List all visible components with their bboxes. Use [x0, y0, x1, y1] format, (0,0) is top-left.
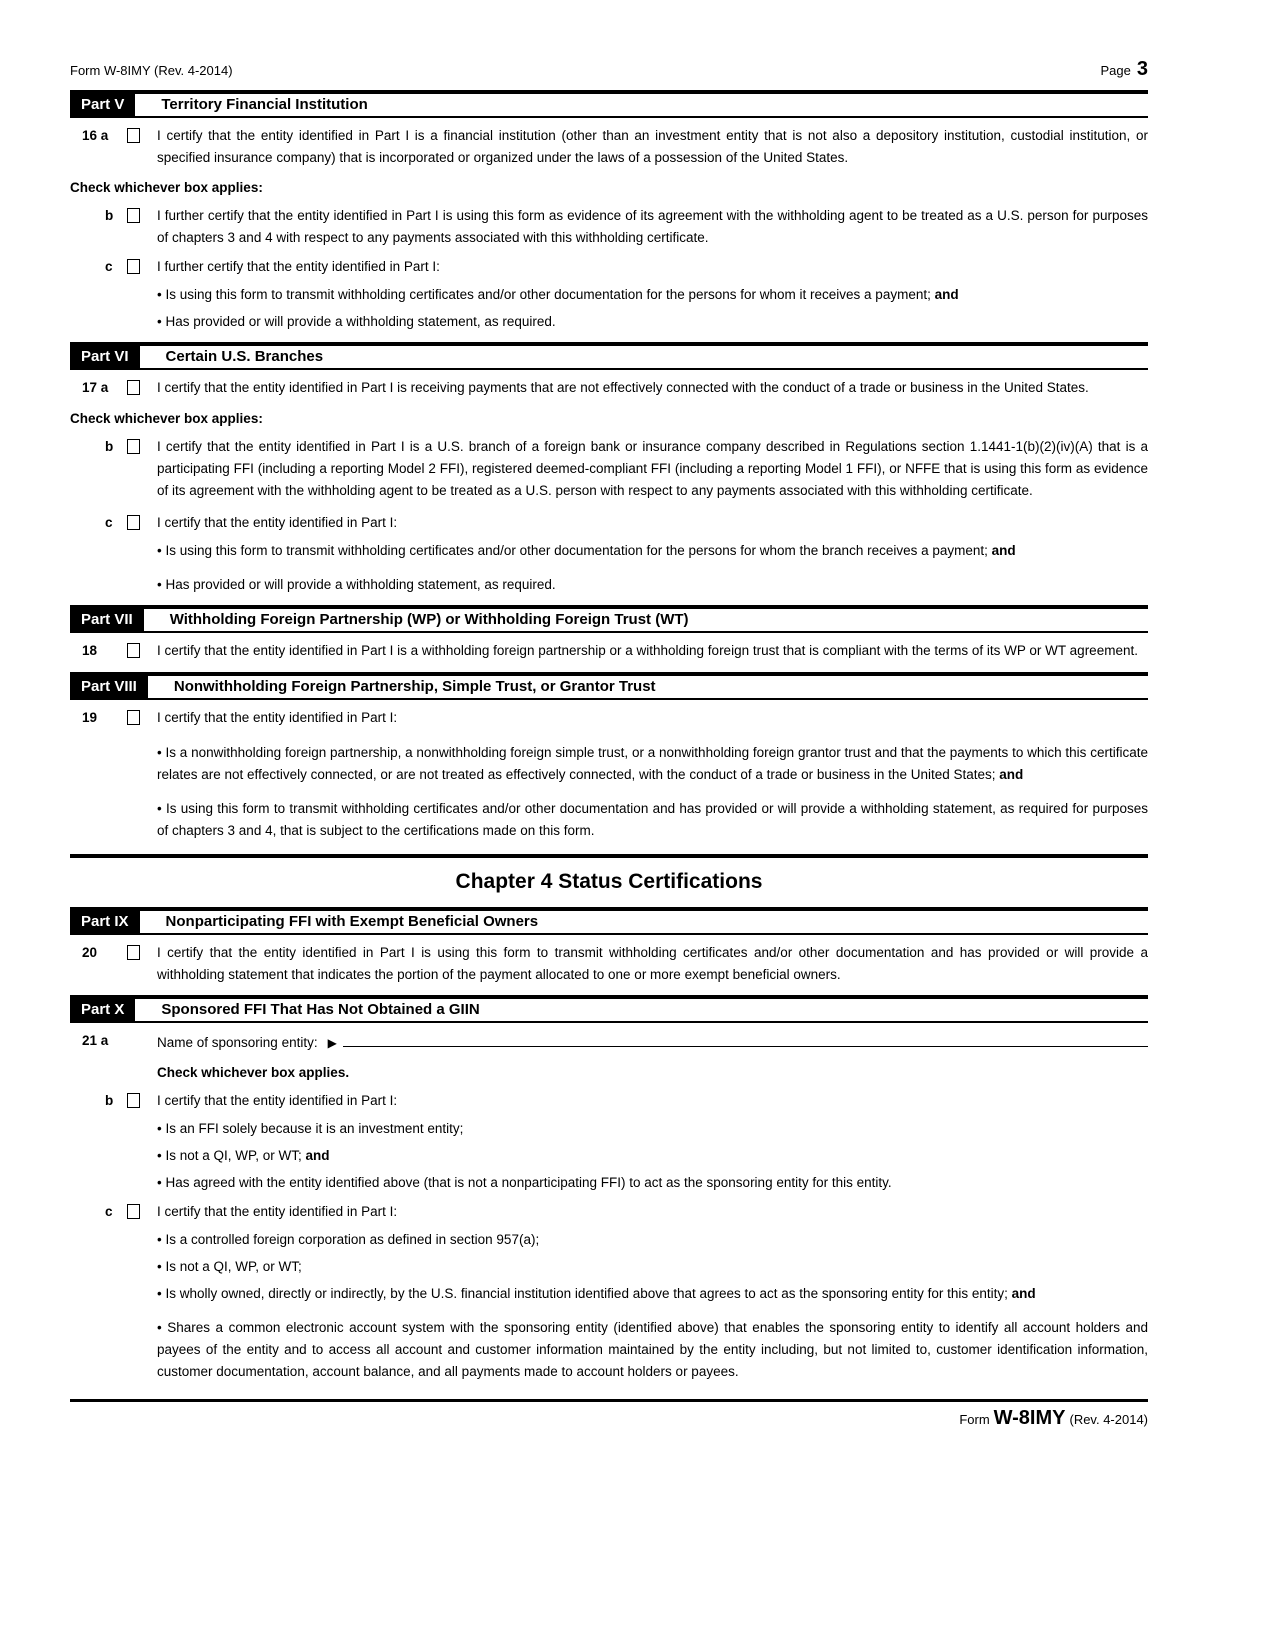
- item-17c: [70, 512, 1148, 535]
- item-19-text: I certify that the entity identified in Part I:: [157, 710, 398, 725]
- item-21b-bullet-3: • Has agreed with the entity identified above (that is not a nonparticipating FFI) to act as the sponsoring entity for this entity.: [157, 1175, 892, 1190]
- checkbox-16b[interactable]: [127, 208, 140, 223]
- item-16c-bullet-2: • Has provided or will provide a withholding statement, as required.: [157, 314, 556, 329]
- checkbox-17a[interactable]: [127, 380, 140, 395]
- item-16a-text: I certify that the entity identified in Part I is a financial institution (other than an investment entity that is not also a depository institution, custodial institution, or specified insurance company) that is incorporated or organized under the laws of a possession of the United States.: [157, 128, 1148, 165]
- chapter-divider-rule: [70, 854, 1148, 858]
- bullet-bold: and: [1011, 1286, 1036, 1301]
- item-21b: [70, 1090, 1148, 1113]
- item-21b-letter: b: [105, 1093, 114, 1108]
- item-21a: [70, 1030, 1148, 1054]
- part5-title: Territory Financial Institution: [161, 96, 368, 113]
- checkbox-21b[interactable]: [127, 1093, 140, 1108]
- page-indicator: [1101, 58, 1149, 81]
- item-21c-bullet-4: • Shares a common electronic account system with the sponsoring entity (identified above) that enables the sponsoring entity to identify all account holders and payees of the entity and to access all account and customer information maintained by the entity including, but not limited to, customer identification information, customer documentation, account balance, and all payments made to account holders or payees.: [157, 1320, 1148, 1379]
- item-17b-letter: b: [105, 439, 114, 454]
- bullet-text: • Is wholly owned, directly or indirectly, by the U.S. financial institution identified above that agrees to act as the sponsoring entity for this entity;: [157, 1286, 1012, 1301]
- item-17b: [70, 436, 1148, 502]
- item-21c-bullet-2: • Is not a QI, WP, or WT;: [157, 1259, 302, 1274]
- item-17a: [70, 377, 1148, 400]
- item-16c-text: I further certify that the entity identified in Part I:: [157, 259, 440, 274]
- checkbox-16a[interactable]: [127, 128, 140, 143]
- part7-title: Withholding Foreign Partnership (WP) or Withholding Foreign Trust (WT): [169, 611, 689, 628]
- part6-label: Part VI: [70, 346, 140, 368]
- checkbox-19[interactable]: [127, 710, 140, 725]
- part10-label: Part X: [70, 999, 135, 1021]
- part8-title: Nonwithholding Foreign Partnership, Simple Trust, or Grantor Trust: [173, 678, 656, 695]
- checkbox-17b[interactable]: [127, 439, 140, 454]
- part10-header: [70, 995, 1148, 1023]
- bullet-text: • Is a nonwithholding foreign partnership, a nonwithholding foreign simple trust, or a nonwithholding foreign grantor trust and that the payments to which this certificate relates are not effectively connected, or are not treated as effectively connected, with the conduct of a trade or business in the United States;: [157, 745, 1148, 782]
- footer-revision: (Rev. 4-2014): [1069, 1412, 1148, 1427]
- item-21a-label: Name of sponsoring entity:: [157, 1035, 318, 1050]
- part9-label: Part IX: [70, 911, 140, 933]
- part6-header: [70, 342, 1148, 370]
- item-19-number: 19: [82, 710, 98, 725]
- item-17c-bullet-2: • Has provided or will provide a withholding statement, as required.: [157, 577, 556, 592]
- page-word: Page: [1100, 63, 1131, 78]
- page-number: 3: [1136, 58, 1148, 80]
- item-21c-text: I certify that the entity identified in Part I:: [157, 1204, 398, 1219]
- part8-header: [70, 672, 1148, 700]
- item-19-bullet-2: • Is using this form to transmit withholding certificates and/or other documentation and has provided or will provide a withholding statement, as required for purposes of chapters 3 and 4, that is subject to the certifications made on this form.: [157, 801, 1148, 838]
- item-17c-text: I certify that the entity identified in Part I:: [157, 515, 398, 530]
- checkbox-20[interactable]: [127, 945, 140, 960]
- footer-form-word: Form: [959, 1412, 990, 1427]
- item-20-text: I certify that the entity identified in Part I is using this form to transmit withholding certificates and/or other documentation and has provided or will provide a withholding statement that indicates the portion of the payment allocated to one or more exempt beneficial owners.: [157, 945, 1148, 982]
- part8-label: Part VIII: [70, 676, 148, 698]
- chapter-heading: Chapter 4 Status Certifications: [455, 870, 763, 893]
- part9-header: [70, 907, 1148, 935]
- bullet-bold: and: [305, 1148, 330, 1163]
- sponsoring-entity-input[interactable]: [343, 1030, 1148, 1047]
- item-19: [70, 707, 1148, 730]
- item-20: [70, 942, 1148, 986]
- item-21b-text: I certify that the entity identified in Part I:: [157, 1093, 398, 1108]
- item-21b-bullet-1: • Is an FFI solely because it is an investment entity;: [157, 1121, 464, 1136]
- item-18-number: 18: [82, 643, 98, 658]
- part5-label: Part V: [70, 94, 135, 116]
- item-17c-letter: c: [105, 515, 113, 530]
- item-17a-text: I certify that the entity identified in Part I is receiving payments that are not effectively connected with the conduct of a trade or business in the United States.: [157, 380, 1089, 395]
- item-21c-letter: c: [105, 1204, 113, 1219]
- item-17c-bullet-1: [157, 540, 1148, 562]
- item-16a-number: 16 a: [82, 128, 109, 143]
- item-16a: [70, 125, 1148, 169]
- form-id: Form W-8IMY (Rev. 4-2014): [70, 63, 233, 78]
- part6-check-heading: Check whichever box applies:: [70, 411, 263, 426]
- item-21c-bullet-3: [157, 1283, 1148, 1305]
- item-18: [70, 640, 1148, 663]
- bullet-text: • Is using this form to transmit withholding certificates and/or other documentation for the persons for whom it receives a payment;: [157, 287, 935, 302]
- part10-title: Sponsored FFI That Has Not Obtained a GIIN: [161, 1001, 480, 1018]
- item-19-bullet-1: [157, 742, 1148, 786]
- part9-title: Nonparticipating FFI with Exempt Beneficial Owners: [165, 913, 539, 930]
- item-18-text: I certify that the entity identified in Part I is a withholding foreign partnership or a withholding foreign trust that is compliant with the terms of its WP or WT agreement.: [157, 643, 1138, 658]
- item-16c-bullet-1: [157, 284, 1148, 306]
- part5-check-heading: Check whichever box applies:: [70, 180, 263, 195]
- item-21c: [70, 1201, 1148, 1224]
- checkbox-18[interactable]: [127, 643, 140, 658]
- item-21c-bullet-1: • Is a controlled foreign corporation as defined in section 957(a);: [157, 1232, 540, 1247]
- footer-form-number: W-8IMY: [993, 1407, 1066, 1429]
- checkbox-21c[interactable]: [127, 1204, 140, 1219]
- part6-title: Certain U.S. Branches: [165, 348, 324, 365]
- item-16c-letter: c: [105, 259, 113, 274]
- item-21b-bullet-2: [157, 1145, 1148, 1167]
- bullet-bold: and: [934, 287, 959, 302]
- item-21a-number: 21 a: [82, 1033, 109, 1048]
- item-16b-text: I further certify that the entity identified in Part I is using this form as evidence of its agreement with the withholding agent to be treated as a U.S. person for purposes of chapters 3 and 4 with respect to any payments associated with this withholding certificate.: [157, 208, 1148, 245]
- item-16b: [70, 205, 1148, 249]
- item-20-number: 20: [82, 945, 98, 960]
- part7-header: [70, 605, 1148, 633]
- bullet-bold: and: [991, 543, 1016, 558]
- checkbox-16c[interactable]: [127, 259, 140, 274]
- page-header: [70, 58, 1148, 81]
- checkbox-17c[interactable]: [127, 515, 140, 530]
- arrow-right-icon: ▶: [327, 1036, 337, 1050]
- bullet-text: • Is using this form to transmit withholding certificates and/or other documentation for the persons for whom the branch receives a payment;: [157, 543, 992, 558]
- item-16c: [70, 256, 1148, 279]
- bullet-text: • Is not a QI, WP, or WT;: [157, 1148, 306, 1163]
- item-16b-letter: b: [105, 208, 114, 223]
- part7-label: Part VII: [70, 609, 144, 631]
- part5-header: [70, 90, 1148, 118]
- bullet-bold: and: [999, 767, 1024, 782]
- part10-check-heading: Check whichever box applies.: [157, 1065, 350, 1080]
- item-17a-number: 17 a: [82, 380, 109, 395]
- page-footer: [70, 1402, 1148, 1430]
- item-17b-text: I certify that the entity identified in Part I is a U.S. branch of a foreign bank or insurance company described in Regulations section 1.1441-1(b)(2)(iv)(A) that is a participating FFI (including a reporting Model 2 FFI), registered deemed-compliant FFI (including a reporting Model 1 FFI), or NFFE that is using this form as evidence of its agreement with the withholding agent to be treated as a U.S. person with respect to any payments associated with this withholding certificate.: [157, 439, 1148, 498]
